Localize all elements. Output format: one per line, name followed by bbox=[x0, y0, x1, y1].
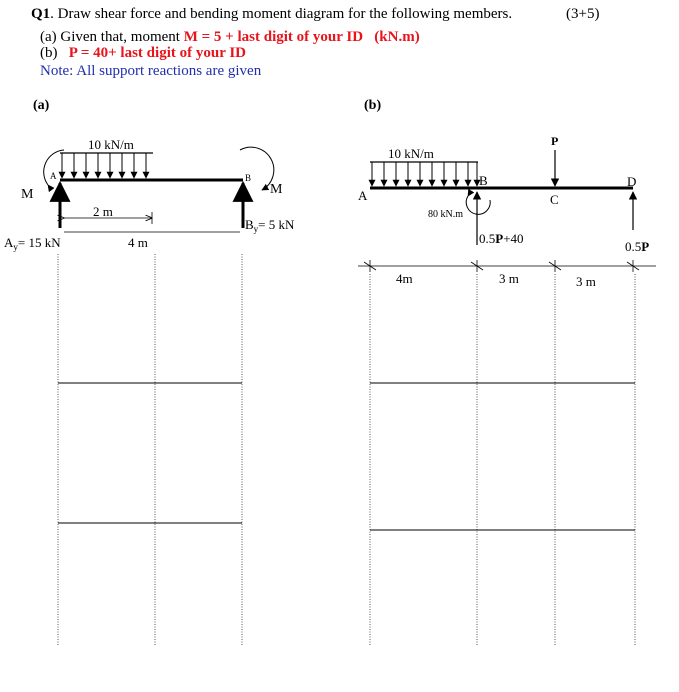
figure-b bbox=[358, 134, 656, 645]
reaction-d-label: 0.5P bbox=[625, 239, 650, 254]
udl-b bbox=[370, 162, 478, 186]
point-load-label: P bbox=[551, 134, 559, 148]
reaction-a-label: $A_y= 15$ kN bbox=[4, 235, 61, 252]
figure-a bbox=[4, 137, 295, 645]
question-text: . Draw shear force and bending moment diagram for the following members. bbox=[50, 6, 513, 22]
point-d-label: D bbox=[627, 174, 637, 189]
note: Note: All support reactions are given bbox=[40, 63, 262, 79]
point-a-label: A bbox=[50, 171, 57, 181]
span-1-label: 4m bbox=[396, 271, 413, 286]
part-a-units: (kN.m) bbox=[374, 29, 420, 45]
marks: (3+5) bbox=[566, 6, 600, 22]
moment-right-arrow bbox=[240, 147, 274, 190]
part-b-formula: P = 40+ last digit of your ID bbox=[68, 45, 246, 61]
udl-a bbox=[60, 153, 153, 178]
udl-b-label: 10 kN/m bbox=[388, 146, 434, 161]
part-b-prefix: (b) bbox=[40, 45, 62, 61]
point-c-label: C bbox=[550, 192, 559, 207]
reaction-b-b-label: 0.5P+40 bbox=[479, 231, 524, 246]
udl-a-label: 10 kN/m bbox=[88, 137, 134, 152]
part-a-formula: M = 5 + last digit of your ID bbox=[183, 29, 364, 45]
figure-a-label: (a) bbox=[33, 98, 50, 113]
point-a-b-label: A bbox=[358, 188, 368, 203]
question-number: Q1 bbox=[31, 6, 51, 22]
point-b-label: B bbox=[245, 173, 252, 183]
moment-b-arrow bbox=[466, 196, 490, 214]
figure-b-label: (b) bbox=[364, 98, 382, 113]
span-3-label: 3 m bbox=[576, 274, 596, 289]
dim-4m-label: 4 m bbox=[128, 235, 148, 250]
grid-a bbox=[58, 254, 242, 645]
moment-b-label: 80 kN.m bbox=[428, 209, 463, 220]
moment-right-label: M bbox=[270, 182, 283, 197]
span-2-label: 3 m bbox=[499, 271, 519, 286]
reaction-b-label: $B_y= 5$ kN bbox=[245, 217, 295, 234]
grid-b bbox=[370, 274, 635, 645]
dim-2m-label: 2 m bbox=[93, 204, 113, 219]
point-b-b-label: B bbox=[479, 173, 488, 188]
moment-left-label: M bbox=[21, 187, 34, 202]
part-a-prefix: (a) Given that, moment bbox=[40, 29, 184, 45]
